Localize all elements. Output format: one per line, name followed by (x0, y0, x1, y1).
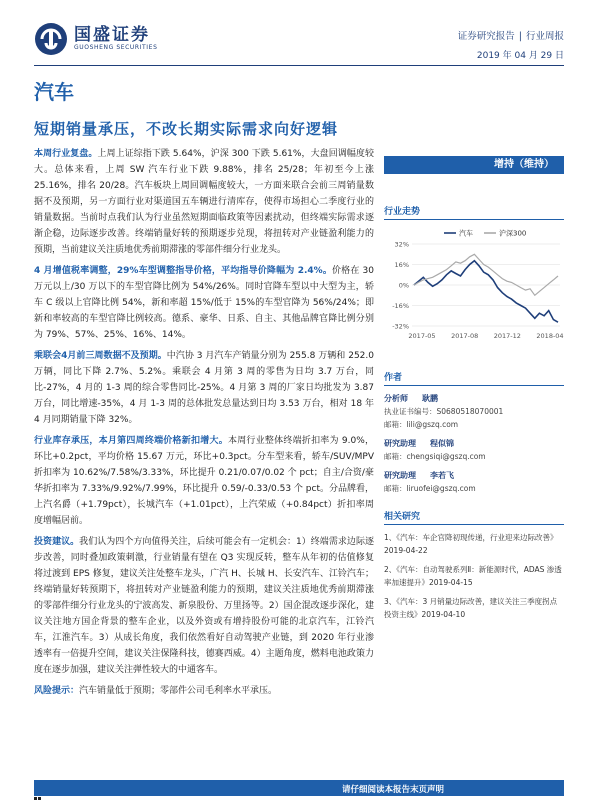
series-line-csi300 (414, 254, 558, 295)
separator: | (518, 31, 522, 42)
para-key: 风险提示： (34, 686, 80, 696)
y-tick-label: 32% (394, 240, 409, 249)
para-text: 本周行业整体终端折扣率为 9.0%，环比+0.2pct，平均价格 15.67 万元，环比+0.3pct。分车型来看，轿车/SUV/MPV 折扣率为 10.62%/7.58%/3.33%，环比提升 0.21/0.07/0.02 个 pct；自主/合资/豪华折扣率为 7.33%/9.92%/7.99%，环比提升 0.59/-0.33/0.53 个 pct。分品牌看，上汽名爵（+1.79pct），长城汽车（+1.01pct），上汽荣威（+0.84pct）折扣率周度增幅居前。 (34, 436, 374, 526)
author-email[interactable]: 邮箱：liruofei@gszq.com (384, 484, 476, 493)
report-date: 2019 年 04 月 29 日 (476, 51, 564, 61)
report-title: 短期销量承压，不改长期实际需求向好逻辑 (34, 120, 339, 138)
logo-cn-text: 国盛证券 (74, 25, 150, 45)
y-tick-label: 0% (398, 281, 409, 290)
author-role: 研究助理 (384, 439, 416, 448)
brand-logo (34, 22, 157, 56)
paragraph-weekly-review (34, 146, 374, 258)
chart-x-ticks (408, 332, 563, 340)
author-name: 耿鹏 (422, 394, 438, 403)
sidebar (384, 146, 564, 621)
author-3 (384, 469, 564, 495)
trend-chart (384, 226, 564, 344)
x-tick-label: 2017-12 (493, 332, 521, 340)
y-tick-label: -16% (392, 302, 409, 310)
para-text: 汽车销量低于预期；零部件公司毛利率水平承压。 (79, 686, 278, 696)
trend-chart-title: 行业走势 (384, 204, 564, 220)
author-role: 分析师 (384, 394, 408, 403)
author-name: 程似锦 (430, 439, 454, 448)
para-key: 4 月增值税率调整，29%车型调整指导价格，平均指导价降幅为 2.4%。 (34, 266, 332, 276)
author-section-title: 作者 (384, 370, 564, 386)
author-1 (384, 392, 564, 431)
paragraph-risk (34, 683, 374, 699)
main-content (34, 146, 374, 704)
y-tick-label: -32% (392, 322, 409, 331)
para-key: 行业库存承压，本月第四周终端价格新扣增大。 (34, 436, 228, 446)
footer-bar (34, 780, 564, 796)
para-text: 我们认为四个方向值得关注，后续可能会有一定机会：1）终端需求边际逐步改善，同时叠加政策刺激，行业销量有望在 Q3 实现反转，整车从年初的估值修复将过渡到 EPS 修复，建议关注处整车龙头，广汽 H、长城 H、长安汽车、江铃汽车；终端销量好转预期下，将扭转对产业链盈利能力的预期，建议关注质地优秀前期滞涨的零部件细分行业龙头的宁波高发、新泉股份、万里扬等。2）国企混改逐步深化，建议关注地方国企背景的整车企业，以及外资或有增持股份可能的北京汽车，江铃汽车，江淮汽车。3）从成长角度，我们依然看好自动驾驶产业链，到 2020 年行业渗透率有一倍提升空间，建议关注保隆科技，德赛西威。4）主题角度，燃料电池政策力度在逐步加强，建议关注弹性较大的中通客车。 (34, 537, 374, 675)
report-type-label (458, 28, 564, 42)
paragraph-vat-adjust (34, 263, 374, 343)
author-cert: 执业证书编号：S0680518070001 (384, 407, 504, 416)
author-role: 研究助理 (384, 471, 416, 480)
para-key: 本周行业复盘。 (34, 149, 98, 159)
chart-y-ticks (392, 241, 409, 331)
report-header (0, 0, 600, 70)
x-tick-label: 2017-05 (408, 332, 436, 340)
header-divider (34, 65, 564, 66)
industry-name: 汽车 (34, 80, 74, 104)
related-item[interactable]: 3、《汽车：3 月销量边际改善，建议关注三季度拐点投资主线》2019-04-10 (384, 597, 558, 619)
related-item[interactable]: 1、《汽车：车企官降初现传递，行业迎来边际改善》2019-04-22 (384, 533, 558, 555)
x-tick-label: 2018-04 (536, 332, 564, 340)
related-item[interactable]: 2、《汽车：自动驾驶系列Ⅱ：新能源时代，ADAS 渗透率加速提升》2019-04-15 (384, 565, 562, 587)
report-kind: 行业周报 (525, 31, 564, 42)
author-name: 李若飞 (430, 471, 454, 480)
paragraph-investment (34, 534, 374, 678)
chart-legend (444, 229, 526, 238)
legend-label: 汽车 (459, 229, 473, 238)
y-tick-label: 16% (394, 261, 409, 269)
author-email[interactable]: 邮箱：lili@gszq.com (384, 420, 459, 429)
series-line-auto (414, 261, 558, 323)
para-key: 乘联会4月前三周数据不及预期。 (34, 351, 167, 361)
para-text: 价格在 30 万元以上/30 万以下的车型官降比例为 54%/26%。同时官降车型以中大型为主，轿车 C 级以上官降比例 54%，新和率超 15%/低于 15%的车型官降为 56%/24%；即新和率较高的车型官降比例较高。德系、豪华、日系、自主、其他品牌官降比例分别为 79%、57%、25%、16%、14%。 (34, 266, 374, 340)
author-2 (384, 437, 564, 463)
x-tick-label: 2017-08 (451, 332, 479, 340)
paragraph-inventory (34, 433, 374, 529)
author-email[interactable]: 邮箱：chengsiqi@gszq.com (384, 452, 486, 461)
rating-badge: 增持（维持） (384, 156, 564, 174)
paragraph-sales-data (34, 348, 374, 428)
logo-en-text: GUOSHENG SECURITIES (74, 44, 158, 51)
footer-disclaimer: 请仔细阅读本报告末页声明 (341, 785, 444, 795)
para-text: 中汽协 3 月汽车产销量分别为 255.8 万辆和 252.0 万辆，同比下降 2.7%、5.2%。乘联会 4 月第 3 周的零售为日均 3.7 万台，同比-27%，4 月的 1-3 周的综合零售同比-25%。4 月第 3 周的厂家日均批发为 3.87 万台，同比增速-35%，4 月 1-3 周的总体批发总量达到日均 3.53 万台，相对 18 年 4 月同期销量下降 32%。 (34, 351, 374, 425)
company-logo-icon (34, 22, 68, 56)
report-type: 证券研究报告 (457, 31, 515, 42)
related-research-title: 相关研究 (384, 509, 564, 525)
para-key: 投资建议。 (34, 537, 80, 547)
legend-label: 沪深300 (499, 229, 527, 238)
para-text: 上周上证综指下跌 5.64%，沪深 300 下跌 5.61%，大盘回调幅度较大。总体来看，上周 SW 汽车行业下跌 9.88%，排名 25/28；年初至今上涨 25.16%，排名 20/28。汽车板块上周回调幅度较大，一方面来联合会前三周销量数据不及预期，另一方面行业对渠道国五车辆进行清库存，使得市场担心二季度行业的销量数据。当前时点我们认为行业虽然短期面临政策等因素扰动，但终端实际需求逐渐企稳，边际逐步改善。终端销量好转的预期逐步兑现，将扭转对产业链盈利能力的预期，当前建议关注质地优秀前期滞涨的零部件细分行业龙头。 (34, 149, 374, 255)
